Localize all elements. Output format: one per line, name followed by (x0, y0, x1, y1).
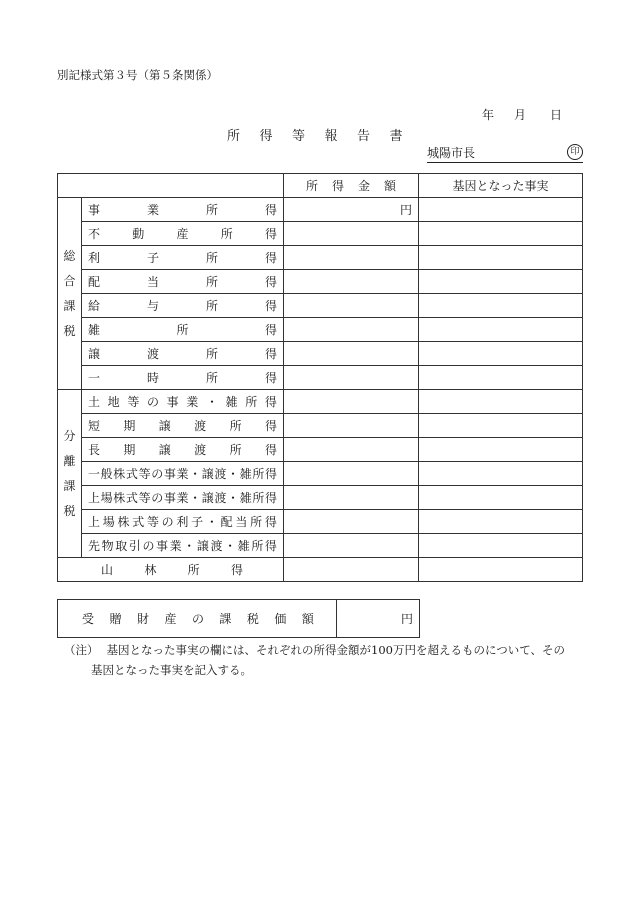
gift-table (57, 599, 420, 638)
fact-cell[interactable] (419, 342, 583, 366)
item-label-cell (82, 270, 284, 294)
item-label-char: 所 (205, 299, 218, 313)
table-row (58, 390, 583, 414)
title-char: 書 (389, 129, 403, 144)
amount-cell[interactable] (284, 486, 419, 510)
item-label-char: 当 (235, 515, 248, 529)
amount-cell[interactable] (284, 390, 419, 414)
item-label-char: 得 (264, 395, 277, 409)
amount-cell[interactable] (284, 366, 419, 390)
item-label-cell (82, 438, 284, 462)
fact-cell[interactable] (419, 198, 583, 222)
item-label-char: 取 (115, 539, 128, 553)
item-label (88, 465, 277, 482)
date-month: 月 (514, 108, 527, 122)
item-label-char: 期 (123, 443, 136, 457)
item-label-char: 得 (264, 371, 277, 385)
header-amount-char: 得 (331, 179, 344, 193)
table-row (58, 414, 583, 438)
item-label-char: 動 (132, 227, 145, 241)
gift-label-char: 課 (219, 612, 232, 626)
item-label-char: 短 (88, 419, 101, 433)
header-amount-char: 額 (383, 179, 396, 193)
item-label-char: 等 (138, 491, 151, 505)
item-label-char: 式 (125, 491, 138, 505)
forestry-label-char: 林 (144, 563, 157, 577)
item-label-char: 得 (264, 299, 277, 313)
table-row (58, 198, 583, 222)
item-label-char: ・ (227, 491, 240, 505)
seal-mark: 印 (567, 144, 583, 160)
forestry-label (101, 561, 243, 578)
gift-label-cell (58, 600, 337, 638)
item-label-char: 株 (117, 515, 130, 529)
fact-cell[interactable] (419, 510, 583, 534)
item-label-char: 事 (166, 395, 179, 409)
item-label-char: 譲 (201, 491, 214, 505)
item-label-char: 渡 (214, 467, 227, 481)
item-label-cell (82, 366, 284, 390)
item-label-char: 雑 (239, 467, 252, 481)
fact-cell[interactable] (419, 318, 583, 342)
item-label-char: 渡 (210, 539, 223, 553)
item-label-char: 一 (88, 467, 101, 481)
gift-label (82, 610, 314, 627)
item-label-char: 得 (264, 419, 277, 433)
item-label-char: 場 (100, 491, 113, 505)
item-label-char: 場 (102, 515, 115, 529)
item-label-char: 渡 (214, 491, 227, 505)
amount-cell[interactable] (284, 342, 419, 366)
form-label: 別記様式第３号（第５条関係） (57, 68, 218, 82)
item-label-char: 不 (88, 227, 101, 241)
table-row-forestry (58, 558, 583, 582)
item-label-char: 一 (88, 371, 101, 385)
item-label-char: 上 (88, 491, 101, 505)
table-row (58, 438, 583, 462)
date-line (482, 106, 562, 123)
gift-label-char: 産 (164, 612, 177, 626)
item-label-char: 事 (156, 539, 169, 553)
item-label-char: 得 (264, 251, 277, 265)
gift-label-char: 額 (301, 612, 314, 626)
item-label-char: 子 (191, 515, 204, 529)
item-label-char: 式 (132, 515, 145, 529)
item-label-char: 所 (229, 443, 242, 457)
item-label-char: の (151, 467, 164, 481)
item-label-char: 給 (88, 299, 101, 313)
item-label-cell (82, 294, 284, 318)
note-marker: （注） (64, 643, 99, 657)
item-label (88, 537, 277, 554)
item-label-char: の (142, 539, 155, 553)
addressee: 城陽市長 (427, 146, 476, 160)
header-amount-char: 所 (306, 179, 319, 193)
item-label-char: 雑 (225, 395, 238, 409)
item-label-char: 長 (88, 443, 101, 457)
note-line2: 基因となった事実を記入する。 (91, 662, 252, 677)
item-label-char: 当 (146, 275, 159, 289)
item-label (88, 297, 277, 314)
amount-cell[interactable] (284, 270, 419, 294)
group-label-char: 課 (63, 299, 76, 313)
item-label-char: 地 (107, 395, 120, 409)
table-row (58, 222, 583, 246)
income-table (57, 173, 583, 582)
item-label-char: 渡 (194, 419, 207, 433)
amount-cell[interactable] (284, 558, 419, 582)
item-label-char: 得 (264, 203, 277, 217)
item-label-char: 得 (264, 227, 277, 241)
item-label-char: 得 (264, 443, 277, 457)
item-label-cell (82, 414, 284, 438)
amount-cell[interactable] (284, 414, 419, 438)
fact-cell[interactable] (419, 366, 583, 390)
item-label-char: 得 (264, 467, 277, 481)
item-label-char: 産 (176, 227, 189, 241)
item-label-cell (82, 486, 284, 510)
fact-cell[interactable] (419, 294, 583, 318)
item-label-char: 所 (205, 275, 218, 289)
amount-cell[interactable] (284, 318, 419, 342)
item-label-char: 渡 (146, 347, 159, 361)
addressee-line (427, 144, 583, 163)
title-char: 等 (292, 129, 306, 144)
group-label (58, 390, 82, 558)
item-label-cell (82, 534, 284, 558)
item-label-char: 譲 (196, 539, 209, 553)
item-label-char: 配 (88, 275, 101, 289)
item-label-char: 物 (101, 539, 114, 553)
item-label-char: 等 (146, 515, 159, 529)
item-label-char: 譲 (88, 347, 101, 361)
item-label-char: 与 (146, 299, 159, 313)
gift-label-char: の (191, 612, 204, 626)
header-amount-label (284, 177, 418, 194)
table-row (58, 270, 583, 294)
item-label (88, 273, 277, 290)
group-label-char: 離 (63, 454, 76, 468)
header-blank (58, 174, 284, 198)
item-label-char: 等 (127, 395, 140, 409)
item-label-char: 般 (100, 467, 113, 481)
item-label-char: 譲 (158, 419, 171, 433)
item-label-char: 雑 (88, 323, 101, 337)
item-label-char: 株 (113, 467, 126, 481)
group-label-char: 税 (63, 504, 76, 518)
title-char: 得 (259, 129, 273, 144)
item-label-char: の (151, 491, 164, 505)
item-label-char: 業 (176, 491, 189, 505)
item-label-char: 得 (264, 323, 277, 337)
gift-label-char: 財 (136, 612, 149, 626)
fact-cell[interactable] (419, 246, 583, 270)
header-amount-char: 金 (357, 179, 370, 193)
item-label-char: 所 (250, 515, 263, 529)
item-label-char: 渡 (194, 443, 207, 457)
item-label (88, 321, 277, 338)
date-day: 日 (550, 108, 563, 122)
item-label (88, 417, 277, 434)
table-row (58, 486, 583, 510)
fact-cell[interactable] (419, 534, 583, 558)
item-label-cell (82, 342, 284, 366)
item-label-char: 所 (245, 395, 258, 409)
table-row (58, 534, 583, 558)
title-char: 所 (227, 129, 241, 144)
note (64, 641, 584, 680)
header-fact: 基因となった事実 (419, 174, 583, 198)
item-label (88, 393, 277, 410)
item-label (88, 201, 277, 218)
fact-cell[interactable] (419, 558, 583, 582)
amount-cell[interactable] (284, 534, 419, 558)
group-label (58, 198, 82, 390)
group-label-char: 合 (63, 274, 76, 288)
amount-cell[interactable] (284, 222, 419, 246)
note-line1: 基因となった事実の欄には、それぞれの所得金額が100万円を超えるものについて、その (106, 643, 565, 657)
title-char: 告 (357, 129, 371, 144)
item-label-char: 等 (138, 467, 151, 481)
item-label-char: 事 (163, 467, 176, 481)
fact-cell[interactable] (419, 222, 583, 246)
item-label-char: 所 (205, 203, 218, 217)
item-label-char: 時 (146, 371, 159, 385)
table-row (58, 342, 583, 366)
table-row (58, 294, 583, 318)
item-label-char: の (146, 395, 159, 409)
item-label-char: 利 (176, 515, 189, 529)
fact-cell[interactable] (419, 390, 583, 414)
forestry-label-char: 山 (101, 563, 114, 577)
item-label-char: 得 (264, 539, 277, 553)
item-label (88, 489, 277, 506)
item-label-char: ・ (224, 539, 237, 553)
item-label-char: 所 (205, 251, 218, 265)
header-row (58, 174, 583, 198)
item-label-char: 事 (88, 203, 101, 217)
gift-label-char: 贈 (109, 612, 122, 626)
item-label (88, 345, 277, 362)
item-label-char: の (161, 515, 174, 529)
item-label-cell (82, 462, 284, 486)
item-label-char: ・ (189, 467, 202, 481)
item-label-char: 配 (220, 515, 233, 529)
amount-cell[interactable]: 円 (284, 198, 419, 222)
item-label-char: ・ (183, 539, 196, 553)
title-char: 報 (324, 129, 338, 144)
item-label-char: ・ (205, 515, 218, 529)
amount-cell[interactable] (284, 438, 419, 462)
fact-cell[interactable] (419, 438, 583, 462)
item-label-char: 株 (113, 491, 126, 505)
item-label-char: 得 (264, 515, 277, 529)
item-label-char: 期 (123, 419, 136, 433)
fact-cell[interactable] (419, 414, 583, 438)
table-row (58, 366, 583, 390)
amount-cell[interactable] (284, 510, 419, 534)
item-label-char: 業 (169, 539, 182, 553)
group-label-char: 課 (63, 479, 76, 493)
forestry-label-cell (58, 558, 284, 582)
gift-amount-cell[interactable]: 円 (337, 600, 420, 638)
item-label-char: 所 (205, 347, 218, 361)
item-label-char: ・ (227, 467, 240, 481)
gift-label-char: 受 (82, 612, 95, 626)
item-label-char: 上 (88, 515, 101, 529)
item-label-char: 業 (186, 395, 199, 409)
group-label-char: 税 (63, 324, 76, 338)
item-label-char: 得 (264, 347, 277, 361)
table-row (58, 510, 583, 534)
item-label (88, 513, 277, 530)
group-label-char: 総 (63, 249, 76, 263)
item-label-cell (82, 318, 284, 342)
item-label-char: 所 (251, 539, 264, 553)
item-label-char: 業 (176, 467, 189, 481)
item-label-cell (82, 246, 284, 270)
item-label-cell (82, 222, 284, 246)
date-year: 年 (482, 108, 495, 122)
item-label-char: 事 (163, 491, 176, 505)
item-label-char: 得 (264, 491, 277, 505)
fact-cell[interactable] (419, 462, 583, 486)
amount-cell[interactable] (284, 462, 419, 486)
table-row (58, 246, 583, 270)
group-label-char: 分 (63, 429, 76, 443)
item-label-char: 利 (88, 251, 101, 265)
item-label-char: 所 (176, 323, 189, 337)
item-label-char: ・ (189, 491, 202, 505)
gift-row (58, 600, 420, 638)
table-row (58, 462, 583, 486)
item-label-char: 所 (229, 419, 242, 433)
item-label-cell (82, 390, 284, 414)
item-label (88, 441, 277, 458)
fact-cell[interactable] (419, 486, 583, 510)
forestry-label-char: 所 (187, 563, 200, 577)
item-label-cell (82, 510, 284, 534)
fact-cell[interactable] (419, 270, 583, 294)
item-label-char: 譲 (158, 443, 171, 457)
item-label-char: 所 (252, 491, 265, 505)
document-title (227, 125, 403, 144)
header-amount (284, 174, 419, 198)
item-label-char: ・ (205, 395, 218, 409)
item-label-char: 子 (146, 251, 159, 265)
gift-label-char: 価 (274, 612, 287, 626)
item-label-char: 得 (264, 275, 277, 289)
item-label-char: 所 (205, 371, 218, 385)
item-label-char: 雑 (239, 491, 252, 505)
amount-cell[interactable] (284, 294, 419, 318)
item-label-char: 業 (146, 203, 159, 217)
item-label-char: 譲 (201, 467, 214, 481)
amount-cell[interactable] (284, 246, 419, 270)
item-label (88, 249, 277, 266)
item-label (88, 369, 277, 386)
item-label-char: 先 (88, 539, 101, 553)
gift-label-char: 税 (246, 612, 259, 626)
item-label-char: 雑 (237, 539, 250, 553)
item-label-char: 所 (220, 227, 233, 241)
item-label-char: 引 (128, 539, 141, 553)
item-label-cell (82, 198, 284, 222)
item-label-char: 土 (88, 395, 101, 409)
forestry-label-char: 得 (230, 563, 243, 577)
table-row (58, 318, 583, 342)
item-label-char: 式 (125, 467, 138, 481)
item-label (88, 225, 277, 242)
item-label-char: 所 (252, 467, 265, 481)
